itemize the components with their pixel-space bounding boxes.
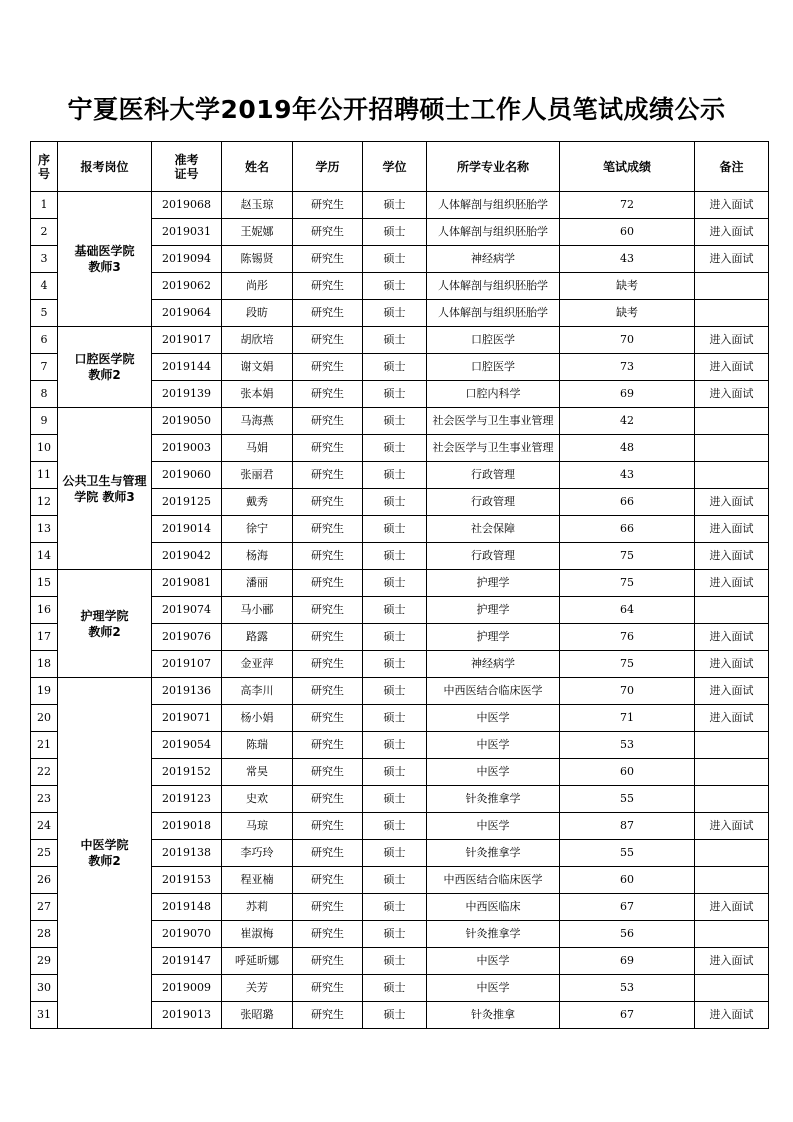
cell-name: 杨海 (222, 543, 293, 570)
cell-education: 研究生 (293, 219, 363, 246)
cell-major: 中医学 (427, 705, 560, 732)
cell-major: 中医学 (427, 813, 560, 840)
cell-seq: 28 (31, 921, 58, 948)
cell-remark: 进入面试 (695, 678, 769, 705)
cell-degree: 硕士 (363, 597, 427, 624)
cell-name: 张本娟 (222, 381, 293, 408)
cell-major: 针灸推拿学 (427, 921, 560, 948)
cell-score: 67 (560, 894, 695, 921)
cell-major: 护理学 (427, 570, 560, 597)
cell-score: 72 (560, 192, 695, 219)
cell-major: 针灸推拿 (427, 1002, 560, 1029)
table-body (31, 192, 769, 1029)
cell-degree: 硕士 (363, 894, 427, 921)
cell-ticket: 2019136 (152, 678, 222, 705)
table-row (31, 192, 769, 219)
cell-score: 64 (560, 597, 695, 624)
cell-seq: 31 (31, 1002, 58, 1029)
cell-education: 研究生 (293, 759, 363, 786)
cell-remark: 进入面试 (695, 354, 769, 381)
header-seq: 序 号 (31, 142, 58, 192)
cell-name: 金亚萍 (222, 651, 293, 678)
cell-name: 潘丽 (222, 570, 293, 597)
cell-major: 口腔医学 (427, 327, 560, 354)
cell-degree: 硕士 (363, 732, 427, 759)
cell-ticket: 2019144 (152, 354, 222, 381)
cell-degree: 硕士 (363, 570, 427, 597)
cell-seq: 9 (31, 408, 58, 435)
cell-ticket: 2019014 (152, 516, 222, 543)
cell-seq: 21 (31, 732, 58, 759)
cell-remark: 进入面试 (695, 705, 769, 732)
cell-major: 社会保障 (427, 516, 560, 543)
cell-major: 中西医结合临床医学 (427, 867, 560, 894)
cell-score: 55 (560, 840, 695, 867)
cell-score: 66 (560, 516, 695, 543)
cell-name: 关芳 (222, 975, 293, 1002)
cell-degree: 硕士 (363, 705, 427, 732)
cell-position-group: 基础医学院 教师3 (58, 192, 152, 327)
cell-major: 护理学 (427, 597, 560, 624)
cell-major: 中医学 (427, 732, 560, 759)
cell-seq: 27 (31, 894, 58, 921)
cell-ticket: 2019017 (152, 327, 222, 354)
cell-ticket: 2019050 (152, 408, 222, 435)
cell-major: 人体解剖与组织胚胎学 (427, 192, 560, 219)
cell-remark: 进入面试 (695, 219, 769, 246)
cell-major: 中医学 (427, 759, 560, 786)
cell-education: 研究生 (293, 462, 363, 489)
cell-name: 徐宁 (222, 516, 293, 543)
cell-position-group: 护理学院 教师2 (58, 570, 152, 678)
cell-education: 研究生 (293, 840, 363, 867)
cell-ticket: 2019152 (152, 759, 222, 786)
cell-seq: 23 (31, 786, 58, 813)
cell-major: 针灸推拿学 (427, 840, 560, 867)
cell-degree: 硕士 (363, 624, 427, 651)
cell-seq: 13 (31, 516, 58, 543)
cell-ticket: 2019018 (152, 813, 222, 840)
header-score: 笔试成绩 (560, 142, 695, 192)
cell-education: 研究生 (293, 489, 363, 516)
cell-education: 研究生 (293, 678, 363, 705)
cell-degree: 硕士 (363, 246, 427, 273)
header-position: 报考岗位 (58, 142, 152, 192)
header-ticket: 准考 证号 (152, 142, 222, 192)
cell-name: 马海燕 (222, 408, 293, 435)
header-education: 学历 (293, 142, 363, 192)
cell-score: 70 (560, 678, 695, 705)
cell-score: 73 (560, 354, 695, 381)
cell-education: 研究生 (293, 354, 363, 381)
cell-ticket: 2019071 (152, 705, 222, 732)
cell-name: 马娟 (222, 435, 293, 462)
cell-ticket: 2019147 (152, 948, 222, 975)
cell-score: 56 (560, 921, 695, 948)
cell-education: 研究生 (293, 246, 363, 273)
page-title: 宁夏医科大学2019年公开招聘硕士工作人员笔试成绩公示 (67, 95, 726, 124)
cell-ticket: 2019060 (152, 462, 222, 489)
cell-remark: 进入面试 (695, 948, 769, 975)
cell-degree: 硕士 (363, 543, 427, 570)
cell-position-group: 口腔医学院 教师2 (58, 327, 152, 408)
cell-ticket: 2019138 (152, 840, 222, 867)
header-row (31, 142, 769, 192)
cell-ticket: 2019081 (152, 570, 222, 597)
cell-remark: 进入面试 (695, 192, 769, 219)
cell-seq: 6 (31, 327, 58, 354)
cell-remark (695, 975, 769, 1002)
cell-ticket: 2019031 (152, 219, 222, 246)
cell-score: 60 (560, 219, 695, 246)
cell-remark: 进入面试 (695, 813, 769, 840)
cell-major: 神经病学 (427, 246, 560, 273)
cell-name: 高李川 (222, 678, 293, 705)
cell-ticket: 2019148 (152, 894, 222, 921)
cell-name: 崔淑梅 (222, 921, 293, 948)
cell-degree: 硕士 (363, 1002, 427, 1029)
cell-seq: 4 (31, 273, 58, 300)
cell-seq: 26 (31, 867, 58, 894)
cell-education: 研究生 (293, 705, 363, 732)
cell-remark: 进入面试 (695, 894, 769, 921)
cell-ticket: 2019064 (152, 300, 222, 327)
cell-seq: 25 (31, 840, 58, 867)
cell-score: 70 (560, 327, 695, 354)
cell-education: 研究生 (293, 192, 363, 219)
cell-major: 人体解剖与组织胚胎学 (427, 219, 560, 246)
cell-name: 谢文娟 (222, 354, 293, 381)
cell-degree: 硕士 (363, 300, 427, 327)
cell-remark: 进入面试 (695, 246, 769, 273)
cell-education: 研究生 (293, 570, 363, 597)
table-row (31, 570, 769, 597)
cell-ticket: 2019062 (152, 273, 222, 300)
cell-remark (695, 921, 769, 948)
cell-degree: 硕士 (363, 381, 427, 408)
cell-score: 53 (560, 975, 695, 1002)
cell-name: 路露 (222, 624, 293, 651)
cell-score: 76 (560, 624, 695, 651)
cell-name: 呼延昕娜 (222, 948, 293, 975)
cell-degree: 硕士 (363, 948, 427, 975)
cell-seq: 5 (31, 300, 58, 327)
cell-name: 张丽君 (222, 462, 293, 489)
cell-score: 75 (560, 570, 695, 597)
score-table (30, 141, 769, 1029)
cell-position-group: 中医学院 教师2 (58, 678, 152, 1029)
cell-degree: 硕士 (363, 975, 427, 1002)
cell-score: 55 (560, 786, 695, 813)
cell-ticket: 2019042 (152, 543, 222, 570)
cell-education: 研究生 (293, 921, 363, 948)
cell-remark (695, 462, 769, 489)
cell-ticket: 2019003 (152, 435, 222, 462)
cell-score: 43 (560, 462, 695, 489)
cell-major: 社会医学与卫生事业管理 (427, 435, 560, 462)
cell-ticket: 2019123 (152, 786, 222, 813)
cell-degree: 硕士 (363, 759, 427, 786)
cell-education: 研究生 (293, 624, 363, 651)
cell-degree: 硕士 (363, 192, 427, 219)
cell-remark (695, 597, 769, 624)
cell-seq: 7 (31, 354, 58, 381)
cell-degree: 硕士 (363, 462, 427, 489)
cell-score: 48 (560, 435, 695, 462)
cell-education: 研究生 (293, 435, 363, 462)
cell-education: 研究生 (293, 867, 363, 894)
cell-education: 研究生 (293, 543, 363, 570)
cell-ticket: 2019013 (152, 1002, 222, 1029)
cell-name: 赵玉琼 (222, 192, 293, 219)
cell-seq: 17 (31, 624, 58, 651)
cell-seq: 14 (31, 543, 58, 570)
cell-seq: 20 (31, 705, 58, 732)
cell-education: 研究生 (293, 948, 363, 975)
cell-degree: 硕士 (363, 408, 427, 435)
cell-seq: 10 (31, 435, 58, 462)
cell-seq: 15 (31, 570, 58, 597)
cell-degree: 硕士 (363, 273, 427, 300)
cell-score: 69 (560, 381, 695, 408)
cell-remark (695, 273, 769, 300)
cell-major: 神经病学 (427, 651, 560, 678)
cell-score: 60 (560, 759, 695, 786)
cell-remark: 进入面试 (695, 543, 769, 570)
cell-seq: 22 (31, 759, 58, 786)
cell-seq: 11 (31, 462, 58, 489)
cell-seq: 2 (31, 219, 58, 246)
cell-name: 段昉 (222, 300, 293, 327)
cell-education: 研究生 (293, 408, 363, 435)
cell-education: 研究生 (293, 813, 363, 840)
cell-education: 研究生 (293, 597, 363, 624)
cell-degree: 硕士 (363, 813, 427, 840)
cell-name: 苏莉 (222, 894, 293, 921)
cell-major: 行政管理 (427, 543, 560, 570)
cell-degree: 硕士 (363, 840, 427, 867)
cell-major: 针灸推拿学 (427, 786, 560, 813)
cell-major: 社会医学与卫生事业管理 (427, 408, 560, 435)
cell-ticket: 2019153 (152, 867, 222, 894)
cell-degree: 硕士 (363, 516, 427, 543)
cell-seq: 1 (31, 192, 58, 219)
cell-ticket: 2019125 (152, 489, 222, 516)
header-degree: 学位 (363, 142, 427, 192)
cell-score: 42 (560, 408, 695, 435)
cell-seq: 8 (31, 381, 58, 408)
cell-degree: 硕士 (363, 354, 427, 381)
cell-major: 中医学 (427, 948, 560, 975)
cell-remark (695, 408, 769, 435)
cell-score: 60 (560, 867, 695, 894)
cell-score: 43 (560, 246, 695, 273)
cell-major: 人体解剖与组织胚胎学 (427, 273, 560, 300)
cell-name: 戴秀 (222, 489, 293, 516)
header-major: 所学专业名称 (427, 142, 560, 192)
header-remark: 备注 (695, 142, 769, 192)
cell-education: 研究生 (293, 300, 363, 327)
cell-ticket: 2019070 (152, 921, 222, 948)
cell-score: 缺考 (560, 273, 695, 300)
cell-name: 尚彤 (222, 273, 293, 300)
cell-education: 研究生 (293, 381, 363, 408)
cell-education: 研究生 (293, 651, 363, 678)
cell-remark: 进入面试 (695, 624, 769, 651)
cell-seq: 12 (31, 489, 58, 516)
cell-seq: 19 (31, 678, 58, 705)
cell-education: 研究生 (293, 786, 363, 813)
cell-ticket: 2019094 (152, 246, 222, 273)
cell-major: 中西医临床 (427, 894, 560, 921)
cell-name: 史欢 (222, 786, 293, 813)
cell-ticket: 2019107 (152, 651, 222, 678)
cell-remark (695, 732, 769, 759)
cell-score: 66 (560, 489, 695, 516)
cell-remark (695, 435, 769, 462)
cell-ticket: 2019009 (152, 975, 222, 1002)
cell-ticket: 2019139 (152, 381, 222, 408)
cell-degree: 硕士 (363, 678, 427, 705)
cell-degree: 硕士 (363, 489, 427, 516)
cell-score: 75 (560, 651, 695, 678)
cell-ticket: 2019054 (152, 732, 222, 759)
cell-name: 程亚楠 (222, 867, 293, 894)
cell-remark: 进入面试 (695, 516, 769, 543)
cell-remark: 进入面试 (695, 570, 769, 597)
cell-ticket: 2019076 (152, 624, 222, 651)
cell-seq: 30 (31, 975, 58, 1002)
table-row (31, 327, 769, 354)
cell-name: 杨小娟 (222, 705, 293, 732)
cell-name: 陈锡贤 (222, 246, 293, 273)
cell-seq: 29 (31, 948, 58, 975)
cell-major: 中医学 (427, 975, 560, 1002)
cell-education: 研究生 (293, 894, 363, 921)
cell-education: 研究生 (293, 1002, 363, 1029)
cell-ticket: 2019068 (152, 192, 222, 219)
cell-ticket: 2019074 (152, 597, 222, 624)
cell-major: 人体解剖与组织胚胎学 (427, 300, 560, 327)
cell-major: 中西医结合临床医学 (427, 678, 560, 705)
cell-name: 马小郦 (222, 597, 293, 624)
cell-major: 行政管理 (427, 462, 560, 489)
cell-remark (695, 840, 769, 867)
cell-name: 李巧玲 (222, 840, 293, 867)
cell-remark: 进入面试 (695, 381, 769, 408)
cell-remark: 进入面试 (695, 651, 769, 678)
cell-score: 缺考 (560, 300, 695, 327)
cell-degree: 硕士 (363, 219, 427, 246)
cell-position-group: 公共卫生与管理 学院 教师3 (58, 408, 152, 570)
cell-score: 71 (560, 705, 695, 732)
cell-education: 研究生 (293, 975, 363, 1002)
header-name: 姓名 (222, 142, 293, 192)
cell-major: 口腔医学 (427, 354, 560, 381)
cell-degree: 硕士 (363, 651, 427, 678)
cell-degree: 硕士 (363, 435, 427, 462)
table-row (31, 678, 769, 705)
cell-degree: 硕士 (363, 327, 427, 354)
cell-seq: 18 (31, 651, 58, 678)
cell-score: 53 (560, 732, 695, 759)
cell-seq: 3 (31, 246, 58, 273)
cell-seq: 24 (31, 813, 58, 840)
cell-score: 87 (560, 813, 695, 840)
cell-major: 行政管理 (427, 489, 560, 516)
cell-remark: 进入面试 (695, 327, 769, 354)
cell-remark (695, 300, 769, 327)
cell-education: 研究生 (293, 732, 363, 759)
cell-name: 马琼 (222, 813, 293, 840)
cell-major: 口腔内科学 (427, 381, 560, 408)
cell-remark (695, 786, 769, 813)
cell-name: 张昭璐 (222, 1002, 293, 1029)
cell-major: 护理学 (427, 624, 560, 651)
cell-education: 研究生 (293, 516, 363, 543)
cell-seq: 16 (31, 597, 58, 624)
cell-education: 研究生 (293, 273, 363, 300)
cell-name: 常昊 (222, 759, 293, 786)
cell-name: 胡欣培 (222, 327, 293, 354)
cell-education: 研究生 (293, 327, 363, 354)
cell-remark (695, 759, 769, 786)
cell-remark (695, 867, 769, 894)
table-row (31, 408, 769, 435)
cell-degree: 硕士 (363, 921, 427, 948)
cell-name: 王妮娜 (222, 219, 293, 246)
cell-score: 67 (560, 1002, 695, 1029)
cell-remark: 进入面试 (695, 1002, 769, 1029)
cell-score: 69 (560, 948, 695, 975)
cell-degree: 硕士 (363, 786, 427, 813)
cell-name: 陈瑞 (222, 732, 293, 759)
cell-score: 75 (560, 543, 695, 570)
cell-remark: 进入面试 (695, 489, 769, 516)
cell-degree: 硕士 (363, 867, 427, 894)
